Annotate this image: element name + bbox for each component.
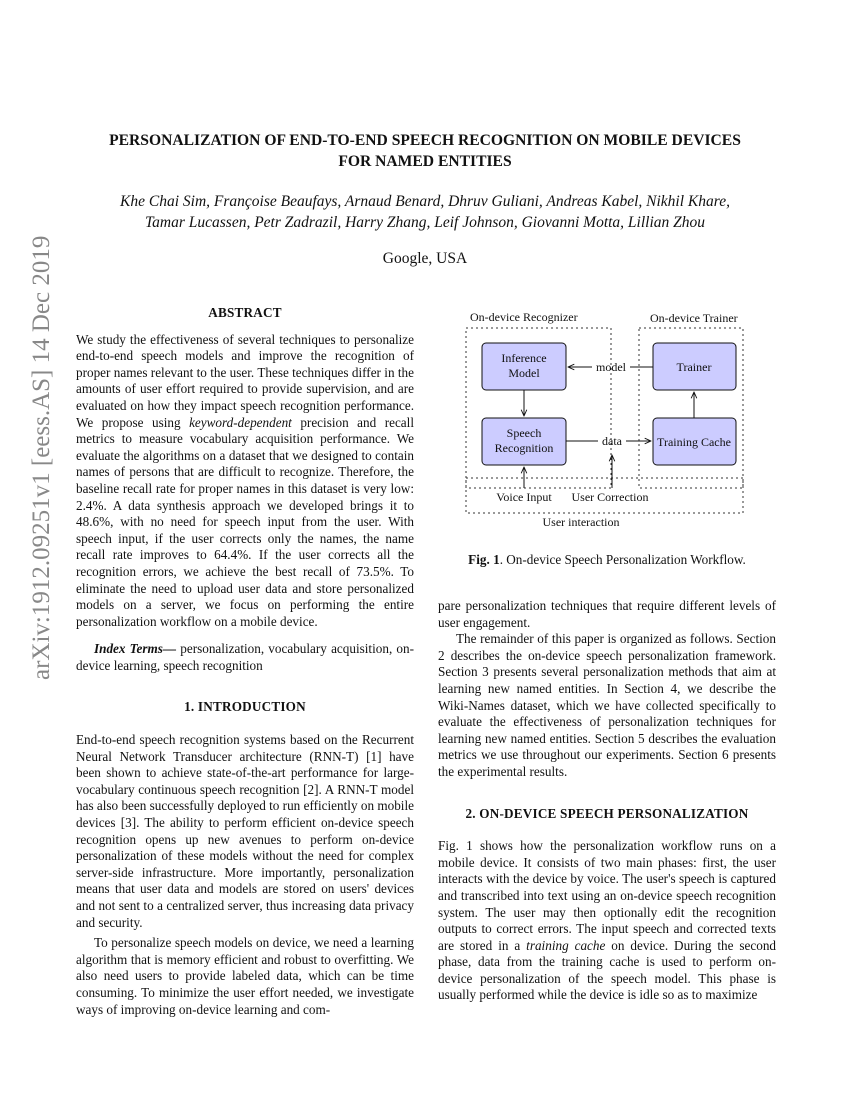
intro-paragraph-1: End-to-end speech recognition systems based on the Recurrent Neural Network Transducer architecture (RNN-T) [1] have been shown to achieve state-of-the-art performance for large-vocabulary continuous speech recognition [2]. A RNN-T model has also been successfully deployed to run efficiently on mobile devices [3]. The ability to perform efficient on-device speech recognition opens up new avenues to perform on-device personalization of these models without the need for complex server-side infrastructure. More importantly, personalization means that user data and models are stored on users' devices and not sent to a centralized server, thus increasing data privacy and security. <box>76 732 414 930</box>
left-column <box>76 305 414 1018</box>
user-correction-label: User Correction <box>571 490 649 504</box>
intro-paragraph-2: To personalize speech models on device, we need a learning algorithm that is memory efficient and robust to overfitting. We also need users to provide labeled data, which can be time consuming. To minimize the user effort needed, we investigate ways of improving on-device learning and com- <box>76 935 414 1017</box>
author-list <box>60 191 790 233</box>
right-column <box>438 598 776 1004</box>
authors-line-2: Tamar Lucassen, Petr Zadrazil, Harry Zhang, Leif Johnson, Giovanni Motta, Lillian Zhou <box>144 214 706 231</box>
data-edge-label: data <box>602 434 622 448</box>
title-line-1: PERSONALIZATION OF END-TO-END SPEECH RECOGNITION ON MOBILE DEVICES <box>109 132 741 149</box>
inference-model-label-1: Inference <box>501 351 547 365</box>
title-line-2: FOR NAMED ENTITIES <box>338 153 512 170</box>
figure-1-diagram <box>438 303 776 538</box>
arxiv-stamp: arXiv:1912.09251v1 [eess.AS] 14 Dec 2019 <box>28 235 55 680</box>
intro-paragraph-2-continued: pare personalization techniques that require different levels of user engagement. <box>438 598 776 630</box>
intro-paragraph-3: The remainder of this paper is organized as follows. Section 2 describes the on-device speech personalization framework. Section 3 presents several personalization methods that aim at learning new named entities. In Section 4, we describe the Wiki-Names dataset, which we have collected specifically to evaluate the effectiveness of personalization techniques for learning new named entities. Section 5 describes the evaluation metrics we use throughout our experiments. Section 6 presents the experimental results. <box>438 631 776 779</box>
abstract-heading: ABSTRACT <box>208 305 282 320</box>
index-terms: Index Terms— personalization, vocabulary acquisition, on-device learning, speech recognition <box>76 641 414 673</box>
trainer-label: Trainer <box>676 360 712 374</box>
section-2-heading: 2. ON-DEVICE SPEECH PERSONALIZATION <box>465 805 749 821</box>
affiliation: Google, USA <box>382 250 468 267</box>
workflow-diagram <box>438 303 776 538</box>
trainer-group-label: On-device Trainer <box>650 311 738 325</box>
user-interaction-label: User interaction <box>542 515 620 529</box>
authors-line-1: Khe Chai Sim, Françoise Beaufays, Arnaud Benard, Dhruv Guliani, Andreas Kabel, Nikhil Khare, <box>120 193 730 210</box>
speech-recognition-label-2: Recognition <box>494 441 554 455</box>
inference-model-label-2: Model <box>508 366 540 380</box>
figure-1-caption: Fig. 1. On-device Speech Personalization Workflow. <box>468 552 746 567</box>
speech-recognition-label-1: Speech <box>506 426 542 440</box>
section-2-paragraph: Fig. 1 shows how the personalization workflow runs on a mobile device. It consists of two main phases: first, the user interacts with the device by voice. The user's speech is captured and transcribed into text using an on-device speech recognition system. The user may then optionally edit the recognition outputs to correct errors. The input speech and corrected texts are stored in a training cache on device. During the second phase, data from the training cache is used to perform on-device personalization of the speech model. This phase is usually performed while the device is idle so as to maximize <box>438 838 777 1003</box>
training-cache-label: Training Cache <box>657 435 731 449</box>
model-edge-label: model <box>596 360 626 374</box>
recognizer-group-label: On-device Recognizer <box>470 310 578 324</box>
introduction-heading: 1. INTRODUCTION <box>184 699 306 715</box>
voice-input-label: Voice Input <box>496 490 552 504</box>
abstract-text: We study the effectiveness of several techniques to personalize end-to-end speech models and improve the recognition of proper names relevant to the user. These techniques differ in the amounts of user effort required to provide supervision, and are evaluated on how they impact speech recognition performance. We propose using keyword-dependent precision and recall metrics to measure vocabulary acquisition performance. We evaluate the algorithms on a dataset that we designed to contain names of persons that are difficult to recognize. Therefore, the baseline recall rate for proper names in this dataset is very low: 2.4%. A data synthesis approach we developed brings it to 48.6%, with no need for speech input from the user. With speech input, if the user corrects only the names, the name recall rate improves to 64.4%. If the user corrects all the recognition errors, we achieve the best recall of 73.5%. To eliminate the need to upload user data and store personalized models on a server, we focus on performing the entire personalization workflow on a mobile device. <box>76 331 414 629</box>
paper-title <box>60 130 790 172</box>
